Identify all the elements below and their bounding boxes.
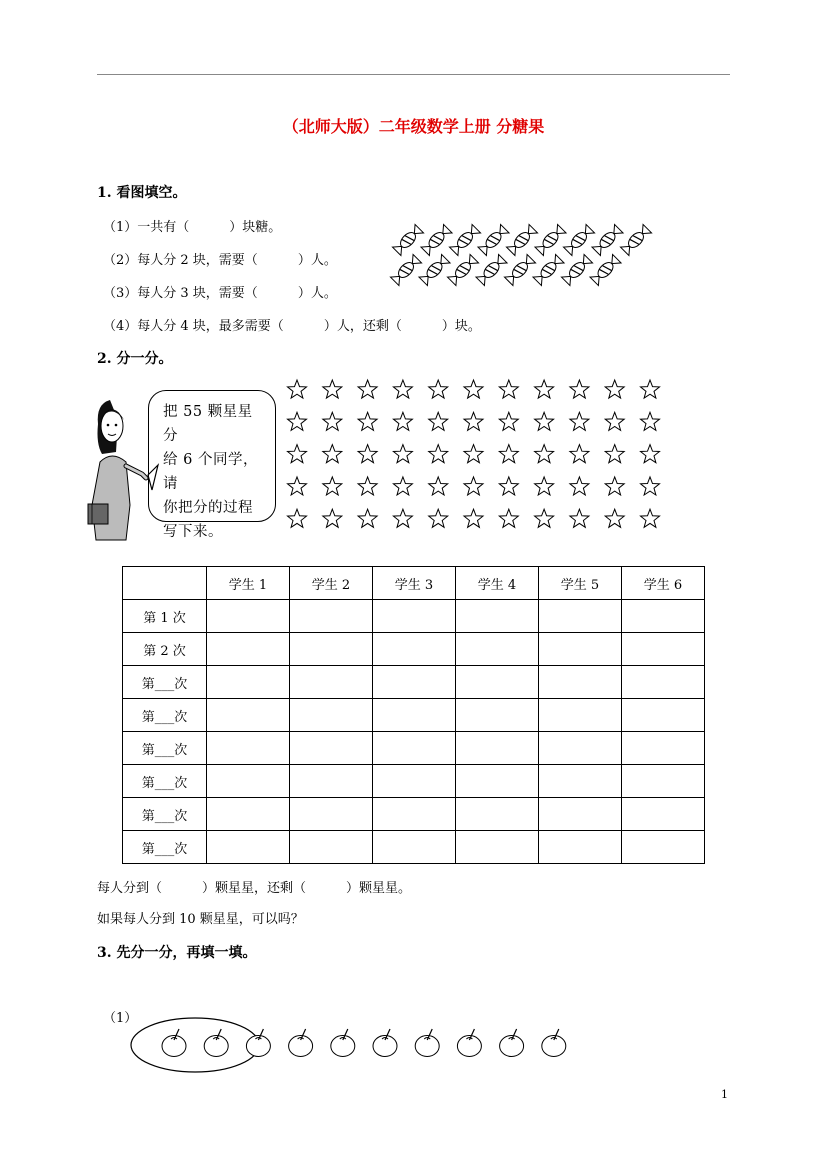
q1-line-4: （4）每人分 4 块，最多需要（ ）人，还剩（ ）块。 — [103, 319, 481, 334]
grouping-ellipse — [131, 1018, 259, 1072]
apple-icon — [542, 1029, 566, 1057]
row-label: 第 2 次 — [123, 633, 207, 666]
row-label: 第 1 次 — [123, 600, 207, 633]
table-header-cell: 学生 1 — [207, 567, 290, 600]
table-header-cell: 学生 5 — [539, 567, 622, 600]
row-label: 第___次 — [123, 666, 207, 699]
apple-icon — [289, 1029, 313, 1057]
apple-icon — [204, 1029, 228, 1057]
q2-answer-line: 每人分到（ ）颗星星，还剩（ ）颗星星。 — [97, 881, 412, 896]
row-label: 第___次 — [123, 732, 207, 765]
row-label: 第___次 — [123, 765, 207, 798]
page-number: 1 — [721, 1088, 728, 1101]
q2-heading: 2. 分一分。 — [97, 351, 173, 367]
apple-icon — [415, 1029, 439, 1057]
q2-question-line: 如果每人分到 10 颗星星，可以吗？ — [97, 912, 304, 927]
q1-line-1: （1）一共有（ ）块糖。 — [103, 220, 282, 235]
table-header-cell: 学生 2 — [290, 567, 373, 600]
q1-heading: 1. 看图填空。 — [97, 185, 187, 201]
q3-sub-label: （1） — [103, 1011, 138, 1026]
table-header-cell: 学生 4 — [456, 567, 539, 600]
table-header-cell: 学生 3 — [373, 567, 456, 600]
q1-line-3: （3）每人分 3 块，需要（ ）人。 — [103, 286, 337, 301]
table-header-cell: 学生 6 — [622, 567, 705, 600]
apple-icon — [162, 1029, 186, 1057]
apple-icon — [373, 1029, 397, 1057]
q1-line-2: （2）每人分 2 块，需要（ ）人。 — [103, 253, 337, 268]
row-label: 第___次 — [123, 798, 207, 831]
apple-icon — [331, 1029, 355, 1057]
apple-icon — [246, 1029, 270, 1057]
row-label: 第___次 — [123, 699, 207, 732]
apple-icon — [500, 1029, 524, 1057]
speech-bubble-text: 把 55 颗星星分 给 6 个同学，请 你把分的过程 写下来。 — [163, 404, 258, 540]
row-label: 第___次 — [123, 831, 207, 864]
q3-heading: 3. 先分一分，再填一填。 — [97, 945, 257, 961]
page-title: （北师大版）二年级数学上册 分糖果 — [282, 117, 545, 136]
apple-icon — [457, 1029, 481, 1057]
